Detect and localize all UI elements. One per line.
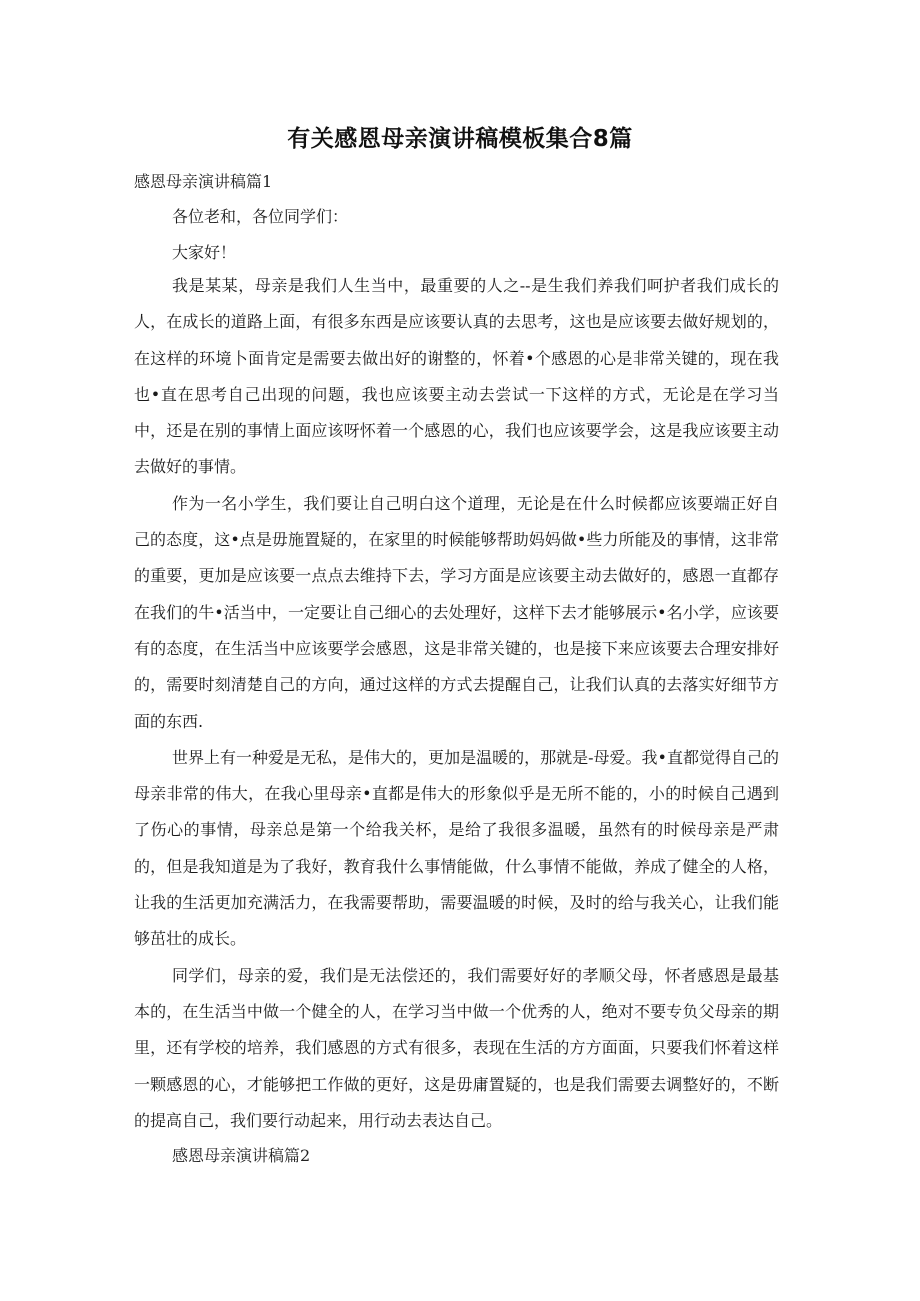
paragraph: 作为一名小学生，我们要让自己明白这个道理，无论是在什么时候都应该要端正好自己的态度，这•点是毋施置疑的，在家里的时候能够帮助妈妈做•些力所能及的事情，这非常的重要，更加是应该要一点点去维持下去，学习方面是应该要主动去做好的，感恩一直都存在我们的牛•活当中，一定要让自己细心的去处理好，这样下去才能够展示•名小学，应该要有的态度，在生活当中应该要学会感恩，这是非常关键的，也是接下来应该要去合理安排好的，需要时刻清楚自己的方向，通过这样的方式去提醒自己，让我们认真的去落实好细节方面的东西. bbox=[134, 493, 779, 731]
section-heading-2: 感恩母亲演讲稿篇2 bbox=[172, 1146, 311, 1165]
paragraph: 同学们，母亲的爱，我们是无法偿还的，我们需要好好的孝顺父母，怀者感恩是最基本的，在生活当中做一个健全的人，在学习当中做一个优秀的人，绝对不要专负父母亲的期里，还有学校的培养，我们感恩的方式有很多，表现在生活的方方面面，只要我们怀着这样一颗感恩的心，才能够把工作做的更好，这是毋庸置疑的，也是我们需要去调整好的，不断的提高自己，我们要行动起来，用行动去表达自己。 bbox=[134, 965, 779, 1130]
speech-body bbox=[134, 268, 779, 1139]
page-title: 有关感恩母亲演讲稿模板集合8篇 bbox=[287, 126, 633, 152]
paragraph: 世界上有一种爱是无私，是伟大的，更加是温暖的，那就是-母爱。我•直都觉得自己的母亲非常的伟大，在我心里母亲•直都是伟大的形象似乎是无所不能的，小的时候自己遇到了伤心的事情，母亲总是第一个给我关杯，是给了我很多温暖，虽然有的时候母亲是严肃的，但是我知道是为了我好，教育我什么事情能做，什么事情不能做，养成了健全的人格，让我的生活更加充满活力，在我需要帮助，需要温暖的时候，及时的给与我关心，让我们能够茁壮的成长。 bbox=[134, 747, 779, 949]
greeting: 大家好！ bbox=[172, 243, 237, 262]
paragraph: 我是某某，母亲是我们人生当中，最重要的人之--是生我们养我们呵护者我们成长的人，在成长的道路上面，有很多东西是应该要认真的去思考，这也是应该要去做好规划的，在这样的环境卜面肯定是需要去做出好的谢整的，怀着•个感恩的心是非常关键的，现在我也•直在思考自己出现的问题，我也应该要主动去尝试一下这样的方式，无论是在学习当中，还是在别的事情上面应该呀怀着一个感恩的心，我们也应该要学会，这是我应该要主动去做好的事情。 bbox=[134, 276, 779, 477]
section-heading-1: 感恩母亲演讲稿篇1 bbox=[134, 172, 273, 191]
salutation: 各位老和，各位同学们： bbox=[172, 207, 349, 226]
